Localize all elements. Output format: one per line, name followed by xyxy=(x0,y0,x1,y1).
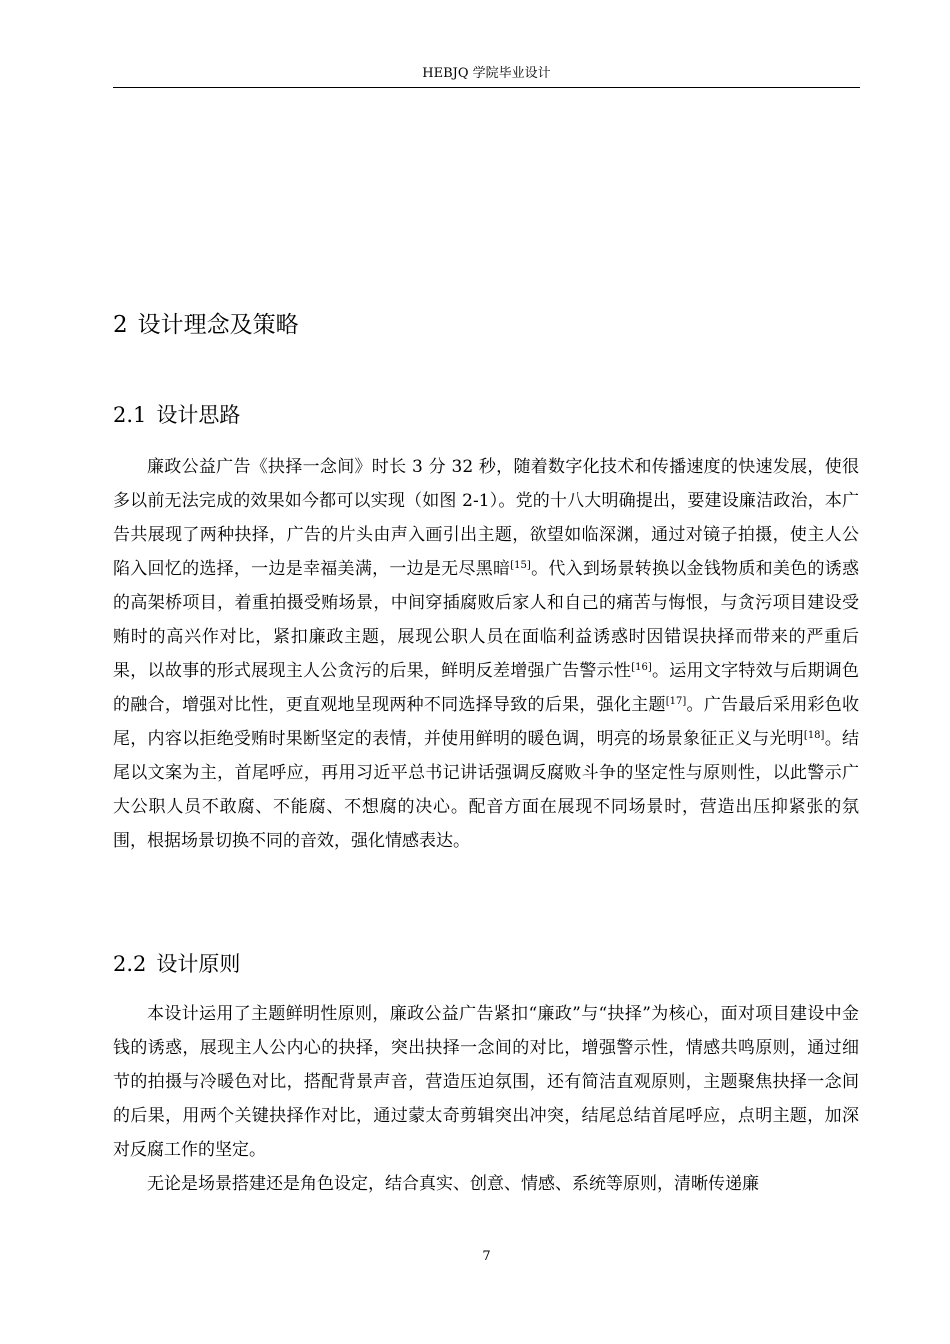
paragraph-text: 。代入到场景转换以金钱物质和美色的诱惑的高架桥项目，着重拍摄受贿场景，中间穿插腐败后家人和自己的痛苦与悔恨，与贪污项目建设受贿时的高兴作对比，紧扣廉政主题，展现公职人员在面临利益诱惑时因错误抉择而带来的严重后果，以故事的形式展现主人公贪污的后果，鲜明反差增强广告警示性 xyxy=(113,559,860,681)
header-divider xyxy=(113,87,860,88)
citation: [17] xyxy=(665,696,687,707)
page-header: HEBJQ 学院毕业设计 xyxy=(422,66,551,81)
paragraph-design-idea xyxy=(113,450,859,858)
citation: [15] xyxy=(510,560,531,571)
paragraph-text: 廉政公益广告《抉择一念间》时长 3 分 32 秒，随着数字化技术和传播速度的快速发展，使很多以前无法完成的效果如今都可以实现（如图 2-1）。党的十八大明确提出，要建设廉洁政治，本广告共展现了两种抉择，广告的片头由声入画引出主题，欲望如临深渊，通过对镜子拍摄，使主人公陷入回忆的选择，一边是幸福美满，一边是无尽黑暗 xyxy=(113,457,859,579)
citation: [16] xyxy=(631,662,652,673)
citation: [18] xyxy=(803,730,825,741)
section-number: 2.1 xyxy=(113,403,147,427)
paragraph-continuation: 无论是场景搭建还是角色设定，结合真实、创意、情感、系统等原则，清晰传递廉 xyxy=(147,1174,759,1194)
paragraph-text: 。运用文字特效与后期调色的融合，增强对比性，更直观地呈现两种不同选择导致的后果，强化主题 xyxy=(113,661,860,715)
section-title-2-2 xyxy=(113,950,240,978)
chapter-number: 2 xyxy=(113,312,128,338)
paragraph-text: 。结尾以文案为主，首尾呼应，再用习近平总书记讲话强调反腐败斗争的坚定性与原则性，以此警示广大公职人员不敢腐、不能腐、不想腐的决心。配音方面在展现不同场景时，营造出压抑紧张的氛围，根据场景切换不同的音效，强化情感表达。 xyxy=(113,729,859,851)
section-title-2-1 xyxy=(113,401,240,429)
section-number: 2.2 xyxy=(113,952,147,976)
paragraph-design-principles: 本设计运用了主题鲜明性原则，廉政公益广告紧扣“廉政”与“抉择”为核心，面对项目建设中金钱的诱惑，展现主人公内心的抉择，突出抉择一念间的对比，增强警示性，情感共鸣原则，通过细节的拍摄与冷暖色对比，搭配背景声音，营造压迫氛围，还有简洁直观原则，主题聚焦抉择一念间的后果，用两个关键抉择作对比，通过蒙太奇剪辑突出冲突，结尾总结首尾呼应，点明主题，加深对反腐工作的坚定。 xyxy=(113,1004,859,1160)
chapter-title xyxy=(113,310,299,340)
paragraph-text: 。广告最后采用彩色收尾，内容以拒绝受贿时果断坚定的表情，并使用鲜明的暖色调，明亮的场景象征正义与光明 xyxy=(113,695,860,749)
page-number: 7 xyxy=(482,1249,491,1264)
section-title-text: 设计思路 xyxy=(156,403,241,427)
chapter-title-text: 设计理念及策略 xyxy=(137,312,299,338)
section-title-text: 设计原则 xyxy=(156,952,241,976)
